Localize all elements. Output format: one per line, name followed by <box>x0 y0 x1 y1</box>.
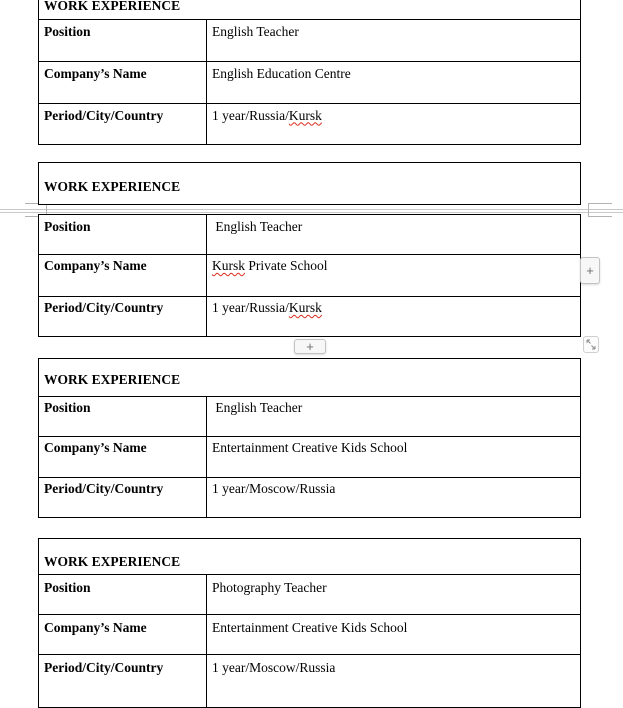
work-experience-table-1 <box>38 0 581 145</box>
misspelled-text: Kursk <box>288 300 322 315</box>
field-value-cell[interactable] <box>207 215 580 254</box>
work-experience-table-4 <box>38 538 581 708</box>
field-label-cell[interactable]: Position <box>39 215 207 254</box>
work-experience-table-3 <box>38 358 581 518</box>
text-run: Photography Teacher <box>212 580 327 595</box>
field-label-cell[interactable]: Company’s Name <box>39 615 207 654</box>
field-value-cell[interactable] <box>207 397 580 436</box>
misspelled-text: Kursk <box>212 258 245 273</box>
table-resize-handle[interactable] <box>583 336 599 353</box>
text-run: 1 year/Russia/ <box>212 300 289 315</box>
work-experience-table-2-body <box>38 214 581 337</box>
field-label-cell[interactable]: Position <box>39 20 207 61</box>
field-value-cell[interactable] <box>207 655 580 707</box>
field-label-cell[interactable]: Period/City/Country <box>39 104 207 145</box>
field-value-cell[interactable] <box>207 255 580 296</box>
text-run: 1 year/Moscow/Russia <box>212 481 336 496</box>
field-value-cell[interactable] <box>207 575 580 614</box>
page-corner-marker-right <box>588 203 589 217</box>
table-row <box>39 397 580 437</box>
field-label-cell[interactable]: Company’s Name <box>39 62 207 103</box>
text-run: Entertainment Creative Kids School <box>212 620 408 635</box>
text-run: Private School <box>245 258 328 273</box>
field-value-cell[interactable] <box>207 20 580 61</box>
text-run: 1 year/Russia/ <box>212 107 289 123</box>
resize-diagonal-icon <box>585 338 597 351</box>
work-experience-table-2-header <box>38 162 581 205</box>
field-value-cell[interactable] <box>207 297 580 337</box>
table-row <box>39 478 580 518</box>
page-boundary-line <box>0 212 623 213</box>
table-row <box>39 437 580 478</box>
table-section-heading[interactable]: WORK EXPERIENCE <box>39 359 580 397</box>
misspelled-text: Kursk <box>288 107 322 123</box>
field-value-cell[interactable] <box>207 437 580 477</box>
text-run: English Teacher <box>212 23 299 39</box>
field-label-cell[interactable]: Period/City/Country <box>39 655 207 707</box>
table-row <box>39 255 580 297</box>
table-row <box>39 615 580 655</box>
field-value-cell[interactable] <box>207 62 580 103</box>
field-label-cell[interactable]: Period/City/Country <box>39 297 207 337</box>
field-value-cell[interactable] <box>207 104 580 145</box>
field-value-cell[interactable] <box>207 478 580 518</box>
text-run: English Education Centre <box>212 65 351 81</box>
field-label-cell[interactable]: Company’s Name <box>39 437 207 477</box>
table-row <box>39 20 580 62</box>
field-label-cell[interactable]: Position <box>39 397 207 436</box>
table-section-heading[interactable]: WORK EXPERIENCE <box>39 539 580 575</box>
page-boundary-line <box>0 209 623 210</box>
table-row <box>39 297 580 337</box>
text-run: English Teacher <box>212 218 303 234</box>
field-value-cell[interactable] <box>207 615 580 654</box>
table-row <box>39 62 580 104</box>
text-run: English Teacher <box>212 400 303 415</box>
plus-icon: + <box>306 339 314 354</box>
text-run: Entertainment Creative Kids School <box>212 440 408 455</box>
page-corner-marker-right <box>588 203 612 204</box>
field-label-cell[interactable]: Position <box>39 575 207 614</box>
page-corner-marker-right <box>588 216 612 217</box>
table-row <box>39 104 580 145</box>
table-section-heading[interactable]: WORK EXPERIENCE <box>39 0 580 20</box>
field-label-cell[interactable]: Period/City/Country <box>39 478 207 518</box>
insert-column-button[interactable] <box>580 257 600 284</box>
text-run: 1 year/Moscow/Russia <box>212 660 336 675</box>
table-section-heading[interactable]: WORK EXPERIENCE <box>44 179 181 194</box>
field-label-cell[interactable]: Company’s Name <box>39 255 207 296</box>
insert-row-button[interactable] <box>294 339 326 354</box>
plus-icon: + <box>586 263 594 278</box>
table-row <box>39 575 580 615</box>
table-row <box>39 215 580 255</box>
table-row <box>39 655 580 707</box>
